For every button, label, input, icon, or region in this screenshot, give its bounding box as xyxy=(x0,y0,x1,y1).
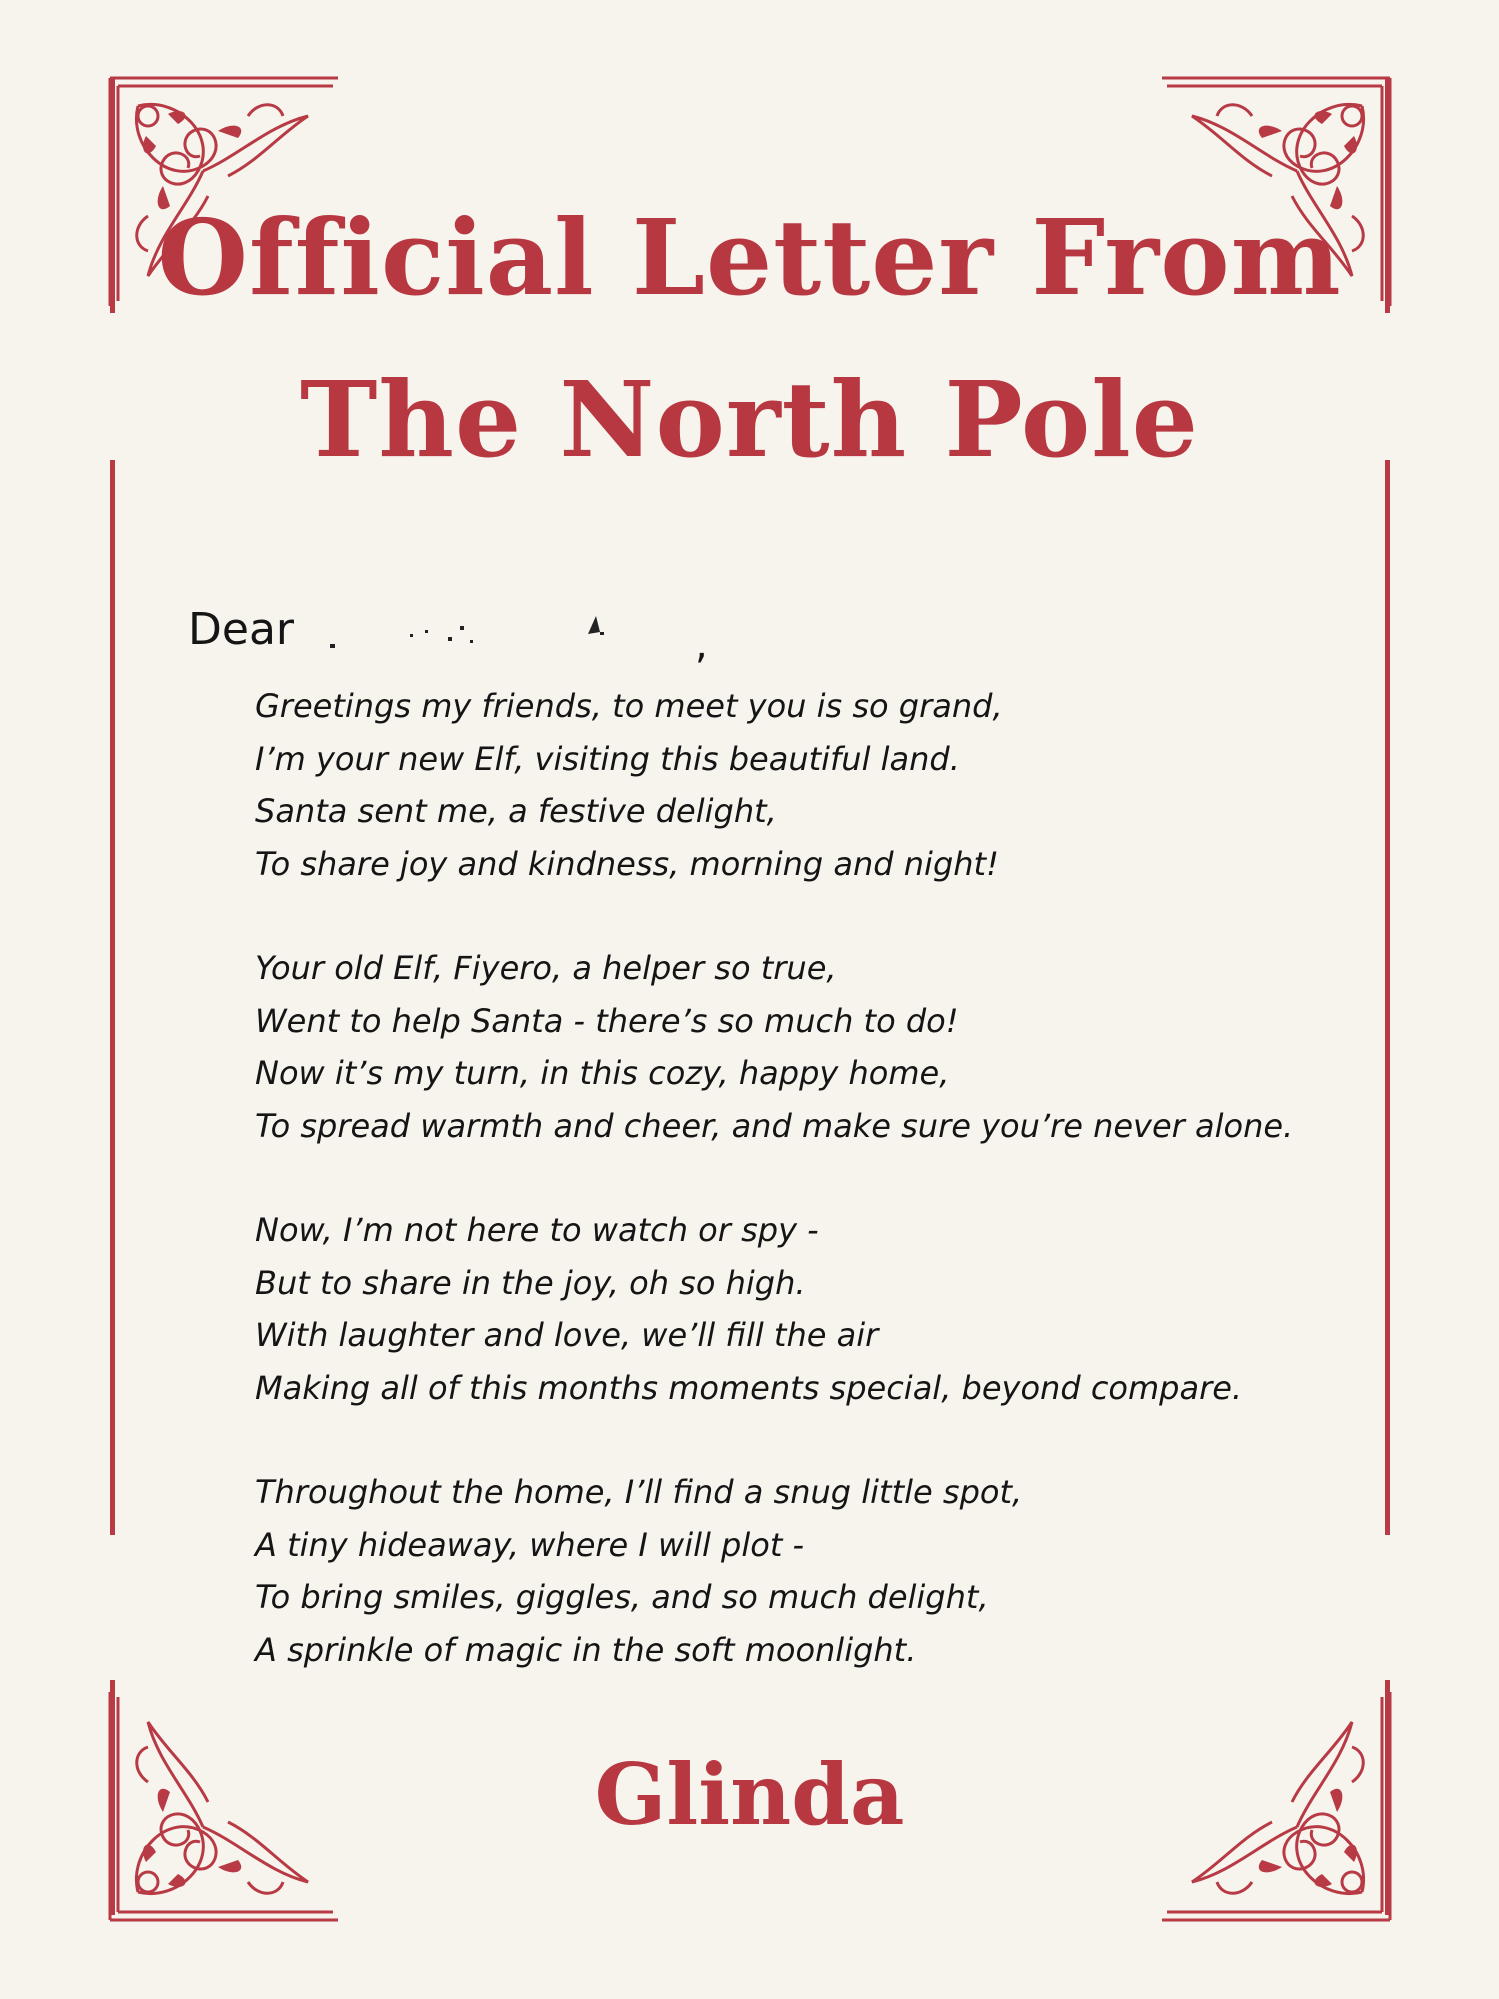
redacted-name-marks xyxy=(300,604,720,664)
poem-line: Your old Elf, Fiyero, a helper so true, xyxy=(255,949,837,987)
poem-line: A tiny hideaway, where I will plot - xyxy=(255,1525,805,1564)
poem-stanza xyxy=(255,1204,1315,1414)
poem-stanza xyxy=(255,942,1315,1152)
page-title-line1: Official Letter From xyxy=(157,196,1342,319)
poem-line: Throughout the home, I’ll find a snug little spot, xyxy=(255,1473,1023,1511)
frame-right-line xyxy=(1385,460,1390,1535)
poem-line: With laughter and love, we’ll fill the air xyxy=(255,1316,879,1354)
poem-line: Making all of this months moments special, beyond compare. xyxy=(255,1368,1243,1407)
salutation: Dear xyxy=(188,604,295,655)
salutation-comma: , xyxy=(695,622,708,668)
poem-line: A sprinkle of magic in the soft moonlight. xyxy=(255,1630,917,1669)
poem-line: Greetings my friends, to meet you is so grand, xyxy=(255,687,1003,725)
poem-line: Now, I’m not here to watch or spy - xyxy=(255,1211,819,1249)
poem-stanza xyxy=(255,1466,1315,1676)
poem-line: To share joy and kindness, morning and night! xyxy=(255,844,999,883)
poem-stanza xyxy=(255,680,1315,890)
poem-line: Santa sent me, a festive delight, xyxy=(255,792,777,830)
poem-line: To spread warmth and cheer, and make sure you’re never alone. xyxy=(255,1106,1294,1145)
poem-line: To bring smiles, giggles, and so much delight, xyxy=(255,1578,989,1616)
signature: Glinda xyxy=(594,1745,905,1844)
poem-line: Went to help Santa - there’s so much to do! xyxy=(255,1001,959,1040)
poem-line: But to share in the joy, oh so high. xyxy=(255,1263,806,1302)
poem-line: I’m your new Elf, visiting this beautiful land. xyxy=(255,739,960,778)
poem-body xyxy=(255,680,1315,1728)
poem-line: Now it’s my turn, in this cozy, happy home, xyxy=(255,1054,950,1092)
frame-left-line xyxy=(110,460,115,1535)
page-title-line2: The North Pole xyxy=(300,358,1199,481)
